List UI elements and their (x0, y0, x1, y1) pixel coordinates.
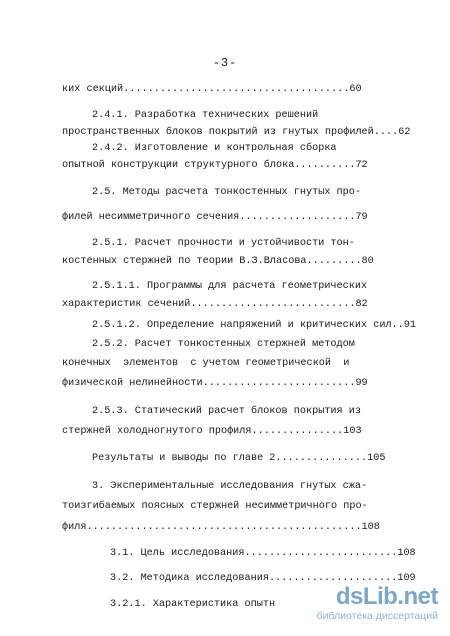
toc-line: 2.5. Методы расчета тонкостенных гнутых про- (92, 187, 361, 198)
toc-line: филей несимметричного сечения...................79 (62, 212, 368, 223)
toc-line: 2.5.1. Расчет прочности и устойчивости тон- (92, 238, 355, 249)
watermark-logo: dsLib.net (335, 583, 438, 610)
toc-line: 2.5.2. Расчет тонкостенных стержней методом (92, 339, 355, 350)
toc-line: 2.5.3. Статический расчет блоков покрытия из (92, 406, 361, 417)
toc-line: 2.4.2. Изготовление и контрольная сборка (92, 143, 337, 154)
page-number: -3- (212, 56, 238, 70)
toc-line: 3.2.1. Характеристика опытн (110, 599, 276, 610)
toc-line: опытной конструкции структурного блока..........72 (62, 160, 368, 171)
toc-line: тоизгибаемых поясных стержней несимметричного про- (62, 501, 368, 512)
toc-line: 3.2. Методика исследования.....................109 (110, 573, 416, 584)
toc-line: пространственных блоков покрытий из гнутых профилей....62 (62, 127, 411, 138)
toc-line: 3. Экспериментальные исследования гнутых сжа- (92, 481, 368, 492)
toc-line: характеристик сечений...........................82 (62, 299, 368, 310)
toc-line: ких секций.....................................60 (62, 84, 362, 95)
toc-line: 2.5.1.2. Определение напряжений и критических сил..91 (92, 320, 417, 331)
toc-line: конечных элементов с учетом геометрической и (62, 358, 350, 369)
toc-line: физической нелинейности.........................99 (62, 378, 368, 389)
toc-line: 3.1. Цель исследования.........................108 (110, 548, 416, 559)
toc-line: Результаты и выводы по главе 2...............105 (92, 453, 386, 464)
toc-line: 2.4.1. Разработка технических решений (92, 110, 319, 121)
watermark-subtitle: библиотека диссертаций (316, 610, 438, 622)
toc-line: костенных стержней по теории В.З.Власова.........80 (62, 256, 374, 267)
toc-line: филя.............................................108 (62, 522, 380, 533)
toc-line: 2.5.1.1. Программы для расчета геометрических (92, 281, 368, 292)
watermark (258, 584, 438, 624)
toc-line: стержней холодногнутого профиля...............103 (62, 426, 362, 437)
